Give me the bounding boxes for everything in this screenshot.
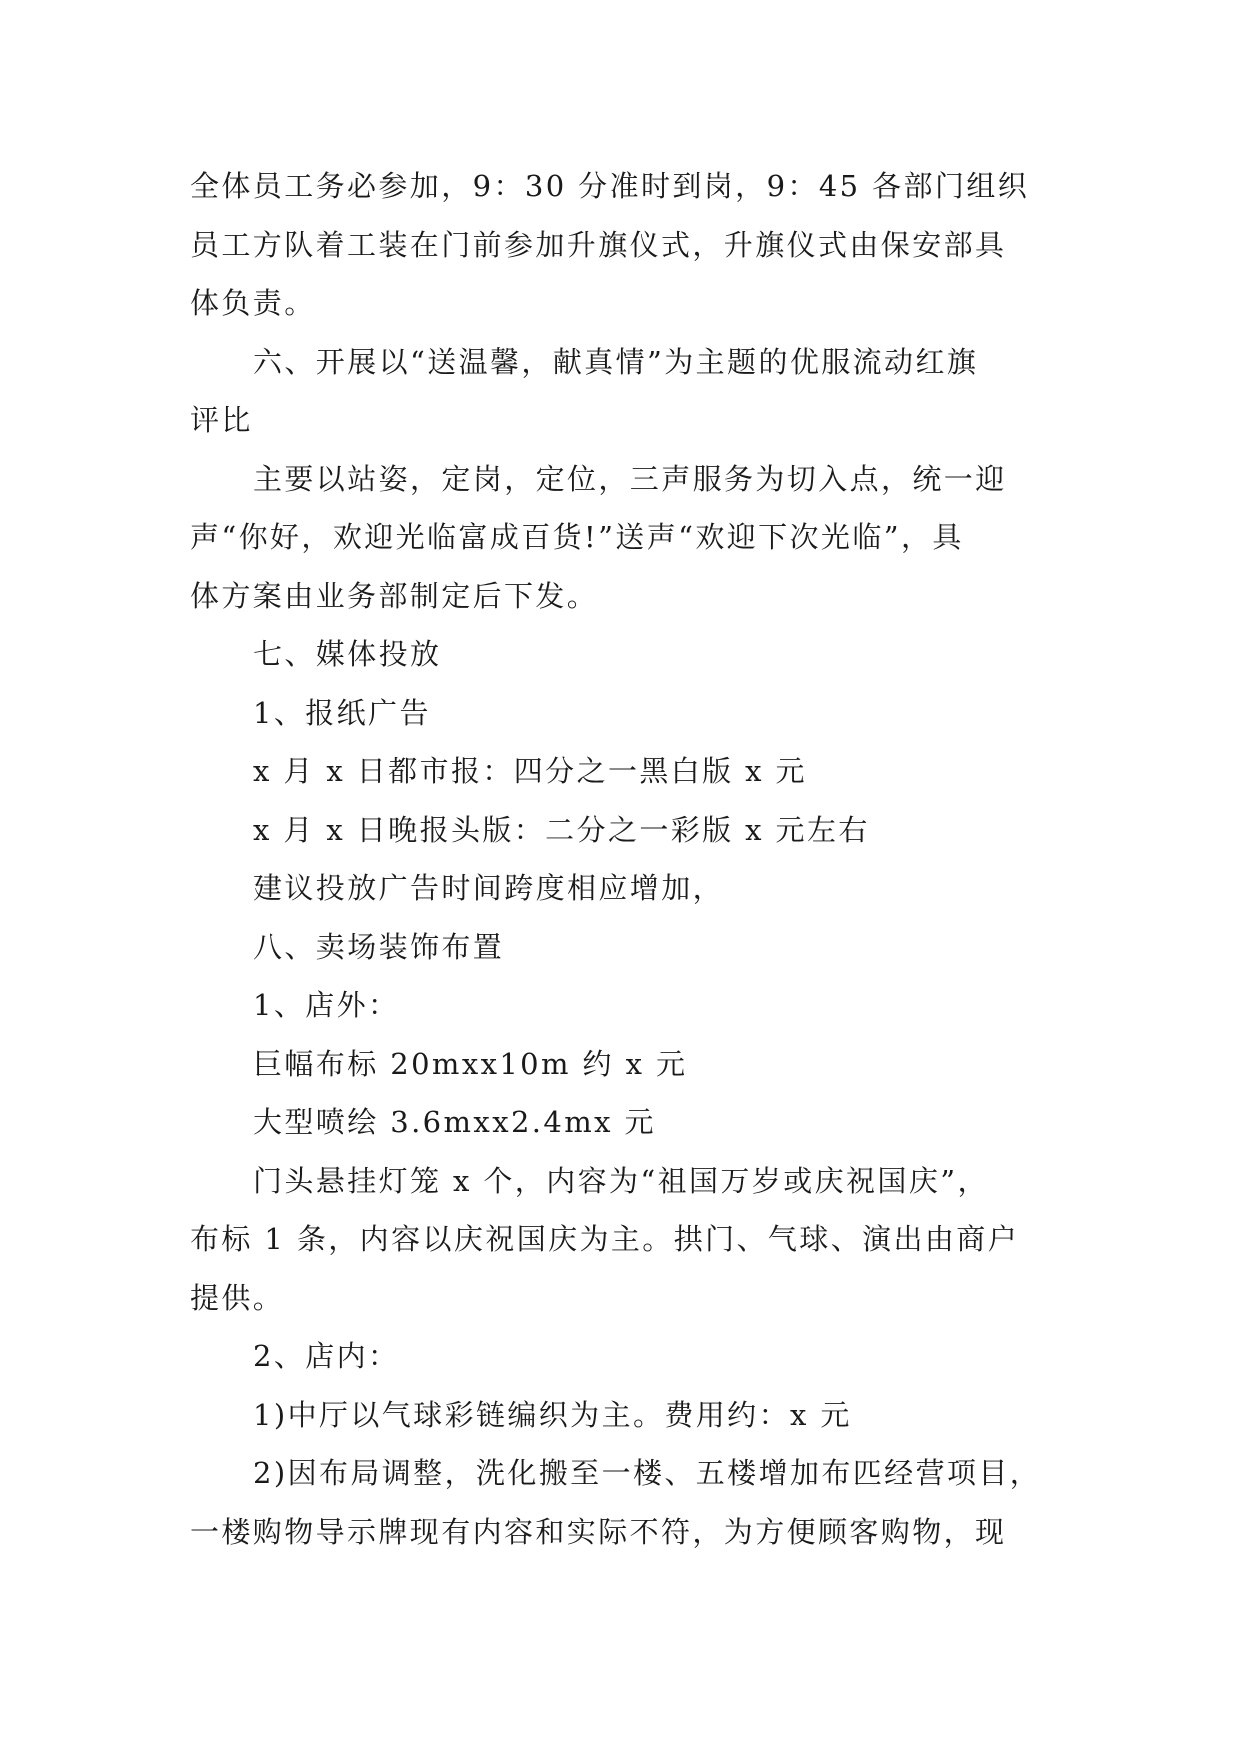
text-line: 1)中厅以气球彩链编织为主。费用约：x 元 (253, 1397, 852, 1432)
text-line: 2)因布局调整，洗化搬至一楼、五楼增加布匹经营项目， (253, 1456, 1042, 1490)
section-heading: 八、卖场装饰布置 (253, 929, 505, 964)
text-line: 提供。 (190, 1280, 285, 1315)
text-line: 布标 1 条，内容以庆祝国庆为主。拱门、气球、演出由商户 (190, 1222, 1020, 1256)
text-line: 体负责。 (190, 286, 316, 320)
subsection-heading: 1、店外： (253, 988, 400, 1022)
text-line: 大型喷绘 3.6mxx2.4mx 元 (253, 1105, 656, 1139)
text-line: 声“你好，欢迎光临富成百货!”送声“欢迎下次光临”，具 (190, 520, 964, 554)
section-heading: 七、媒体投放 (253, 637, 442, 671)
text-line: 主要以站姿，定岗，定位，三声服务为切入点，统一迎 (253, 461, 1007, 496)
text-line: 一楼购物导示牌现有内容和实际不符，为方便顾客购物，现 (190, 1514, 1007, 1549)
text-line: 巨幅布标 20mxx10m 约 x 元 (253, 1046, 688, 1081)
document-body (190, 157, 1052, 1561)
text-line: x 月 x 日都市报：四分之一黑白版 x 元 (253, 754, 807, 788)
text-line: 评比 (190, 403, 253, 437)
section-heading: 六、开展以“送温馨，献真情”为主题的优服流动红旗 (253, 344, 979, 379)
text-line: 员工方队着工装在门前参加升旗仪式，升旗仪式由保安部具 (190, 227, 1007, 262)
text-line: 全体员工务必参加，9：30 分准时到岗，9：45 各部门组织 (190, 169, 1030, 203)
text-line: 体方案由业务部制定后下发。 (190, 578, 599, 613)
text-line: 建议投放广告时间跨度相应增加， (253, 871, 725, 905)
subsection-heading: 1、报纸广告 (253, 695, 431, 730)
text-line: x 月 x 日晚报头版：二分之一彩版 x 元左右 (253, 812, 870, 847)
text-line: 门头悬挂灯笼 x 个，内容为“祖国万岁或庆祝国庆”， (253, 1163, 989, 1198)
subsection-heading: 2、店内： (253, 1339, 400, 1373)
